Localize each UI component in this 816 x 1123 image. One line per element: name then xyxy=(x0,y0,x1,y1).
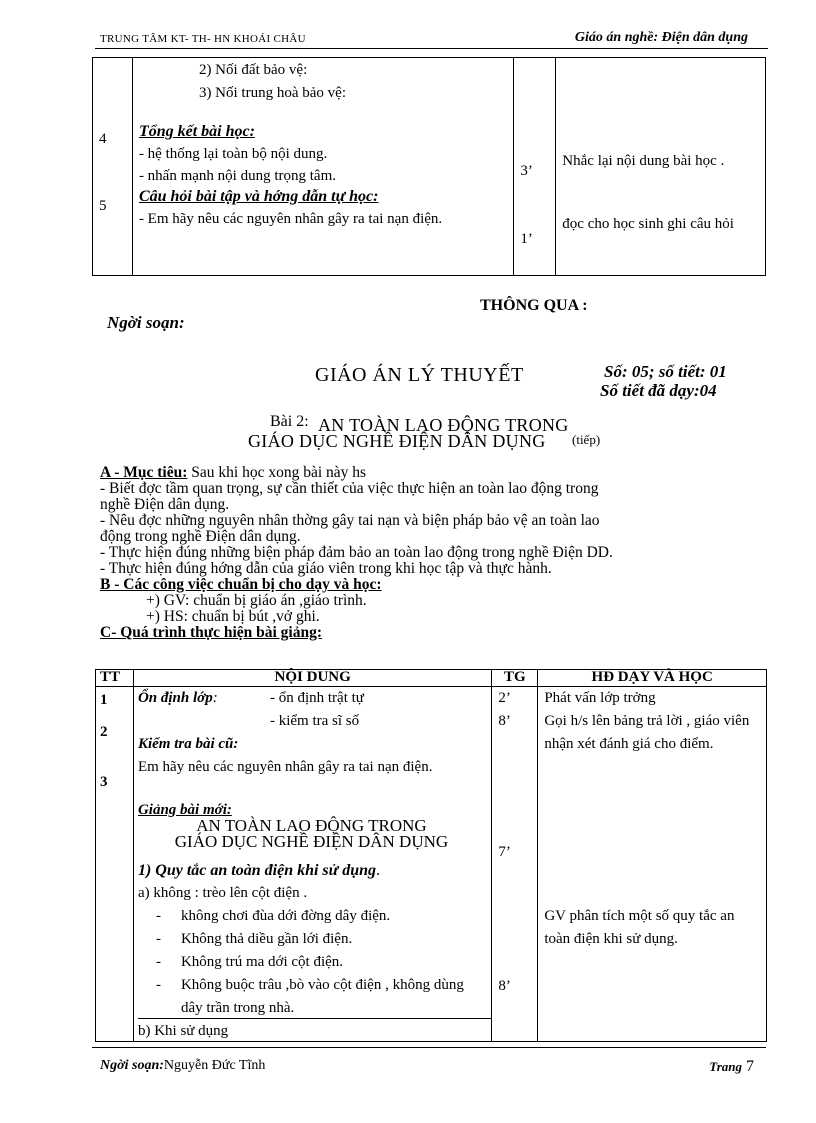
new-lesson-label: Giảng bài mới: xyxy=(137,802,232,818)
topic-line2: GIÁO DỤC NGHỀ ĐIỆN DÂN DỤNG xyxy=(174,832,449,851)
objectives-section xyxy=(100,465,760,641)
rule-b: b) Khi sử dụng xyxy=(137,1023,229,1039)
footer-rule xyxy=(92,1047,766,1048)
objective-line: nghề Điện dân dụng. xyxy=(100,496,230,513)
lesson-bai: Bài 2: xyxy=(270,413,309,430)
time-value: 3’ xyxy=(520,163,533,179)
list-item: 2) Nối đất bảo vệ: xyxy=(198,62,308,78)
num-cell xyxy=(96,687,134,1042)
footer-page xyxy=(709,1058,754,1076)
list-item: - Không thả diều gần lới điện. xyxy=(155,931,353,947)
time-cell xyxy=(514,58,556,276)
homework-line: - Em hãy nêu các nguyên nhân gây ra tai nạn điện. xyxy=(138,211,443,227)
activity-text: Gọi h/s lên bảng trả lời , giáo viên nhận xét đánh giá cho điểm. xyxy=(544,713,750,752)
approved-label: THÔNG QUA : xyxy=(480,297,588,314)
list-item: 3) Nối trung hoà bảo vệ: xyxy=(198,85,346,101)
previous-lesson-table xyxy=(92,57,766,276)
objective-line: - Nêu đợc những nguyên nhân thờng gây tai nạn và biện pháp bảo vệ an toàn lao xyxy=(100,512,600,529)
header-rule xyxy=(95,48,768,49)
activity-cell xyxy=(556,58,766,276)
list-item: - không chơi đùa dới đờng dây điện. xyxy=(155,908,391,924)
homework-heading: Câu hỏi bài tập và hớng dẫn tự học: xyxy=(138,188,379,205)
on-dinh-colon: : xyxy=(212,690,218,706)
row-number: 2 xyxy=(100,724,108,740)
rule-heading: 1) Quy tắc an toàn điện khi sử dụng xyxy=(137,862,377,879)
page-title: GIÁO ÁN LÝ THUYẾT xyxy=(315,364,524,386)
summary-line: - nhấn mạnh nội dung trọng tâm. xyxy=(138,168,336,184)
objective-line: - Thực hiện đúng hớng dẫn của giáo viên trong khi học tập và thực hành. xyxy=(100,560,552,577)
review-label: Kiểm tra bài cũ: xyxy=(137,736,239,752)
process-label: C- Quá trình thực hiện bài giảng: xyxy=(100,624,323,641)
preparation-line: +) HS: chuẩn bị bút ,vở ghi. xyxy=(146,608,320,625)
time-value: 1’ xyxy=(520,231,533,247)
author-label: Ngời soạn: xyxy=(107,313,185,332)
footer-author-name: Nguyễn Đức Tĩnh xyxy=(163,1058,266,1073)
summary-line: - hệ thống lại toàn bộ nội dung. xyxy=(138,146,328,162)
preparation-label: B - Các công việc chuẩn bị cho dạy và học: xyxy=(100,576,382,593)
objectives-intro: Sau khi học xong bài này hs xyxy=(187,464,367,481)
lesson-name-line1: AN TOÀN LAO ĐỘNG TRONG xyxy=(318,415,569,435)
review-question: Em hãy nêu các nguyên nhân gây ra tai nạn điện. xyxy=(137,759,433,775)
summary-heading: Tổng kết bài học: xyxy=(138,123,255,140)
header-school: TRUNG TÂM KT- TH- HN KHOÁI CHÂU xyxy=(100,33,306,45)
header-content: NỘI DUNG xyxy=(133,670,491,687)
objectives-label: A - Mục tiêu: xyxy=(100,464,188,481)
on-dinh-label: Ổn định lớp xyxy=(137,690,213,706)
time-value: 2’ xyxy=(498,690,511,706)
preparation-line: +) GV: chuẩn bị giáo án ,giáo trình. xyxy=(146,592,367,609)
row-number: 4 xyxy=(99,131,107,147)
activity-text: đọc cho học sinh ghi câu hỏi xyxy=(562,216,734,232)
lesson-continued: (tiếp) xyxy=(572,432,601,447)
time-value: 7’ xyxy=(498,844,511,860)
time-cell xyxy=(492,687,538,1042)
header-tt: TT xyxy=(96,670,134,687)
content-cell xyxy=(132,58,513,276)
rule-list xyxy=(156,905,486,1020)
activity-cell xyxy=(538,687,767,1042)
header-subject: Giáo án nghề: Điện dân dụng xyxy=(574,30,748,45)
objective-line: - Biết đợc tầm quan trọng, sự cần thiết của việc thực hiện an toàn lao động trong xyxy=(100,480,599,497)
objective-line: - Thực hiện đúng những biện pháp đảm bảo an toàn lao động trong nghề Điện DD. xyxy=(100,544,613,561)
activity-text: GV phân tích một số quy tắc an toàn điện khi sử dụng. xyxy=(544,908,735,947)
on-dinh-item: - kiểm tra sĩ số xyxy=(269,713,360,729)
lesson-number: Số: 05; số tiết: 01 xyxy=(604,362,727,381)
time-value: 8’ xyxy=(498,713,511,729)
rule-a: a) không : trèo lên cột điện . xyxy=(137,885,308,901)
objective-line: động trong nghề Điện dân dụng. xyxy=(100,528,301,545)
list-item: - Không buộc trâu ,bò vào cột điện , không dùng dây trần trong nhà. xyxy=(155,977,464,1016)
list-item: - Không trú ma dới cột điện. xyxy=(155,954,344,970)
on-dinh-item: - ổn định trật tự xyxy=(269,690,364,706)
header-activity: HĐ DẠY VÀ HỌC xyxy=(538,670,767,687)
time-value: 8’ xyxy=(498,978,511,994)
content-cell xyxy=(133,687,491,1042)
header-time: TG xyxy=(492,670,538,687)
page-number: 7 xyxy=(742,1058,754,1075)
footer-author xyxy=(100,1058,265,1074)
row-number: 3 xyxy=(100,774,108,790)
num-cell xyxy=(93,58,133,276)
topic-line1: AN TOÀN LAO ĐỘNG TRONG xyxy=(196,816,427,835)
footer-author-label: Ngời soạn: xyxy=(100,1058,164,1073)
footer-page-label: Trang xyxy=(709,1059,742,1074)
activity-text: Nhắc lại nội dung bài học . xyxy=(562,153,725,169)
row-number: 1 xyxy=(100,692,108,708)
lesson-table xyxy=(95,669,767,1042)
lesson-name-line2: GIÁO DỤC NGHỀ ĐIỆN DÂN DỤNG xyxy=(248,431,546,451)
activity-text: Phát vấn lớp trởng xyxy=(544,690,656,706)
rule-dot: . xyxy=(376,862,381,879)
row-number: 5 xyxy=(99,198,107,214)
lesson-taught: Số tiết đã dạy:04 xyxy=(600,381,717,400)
